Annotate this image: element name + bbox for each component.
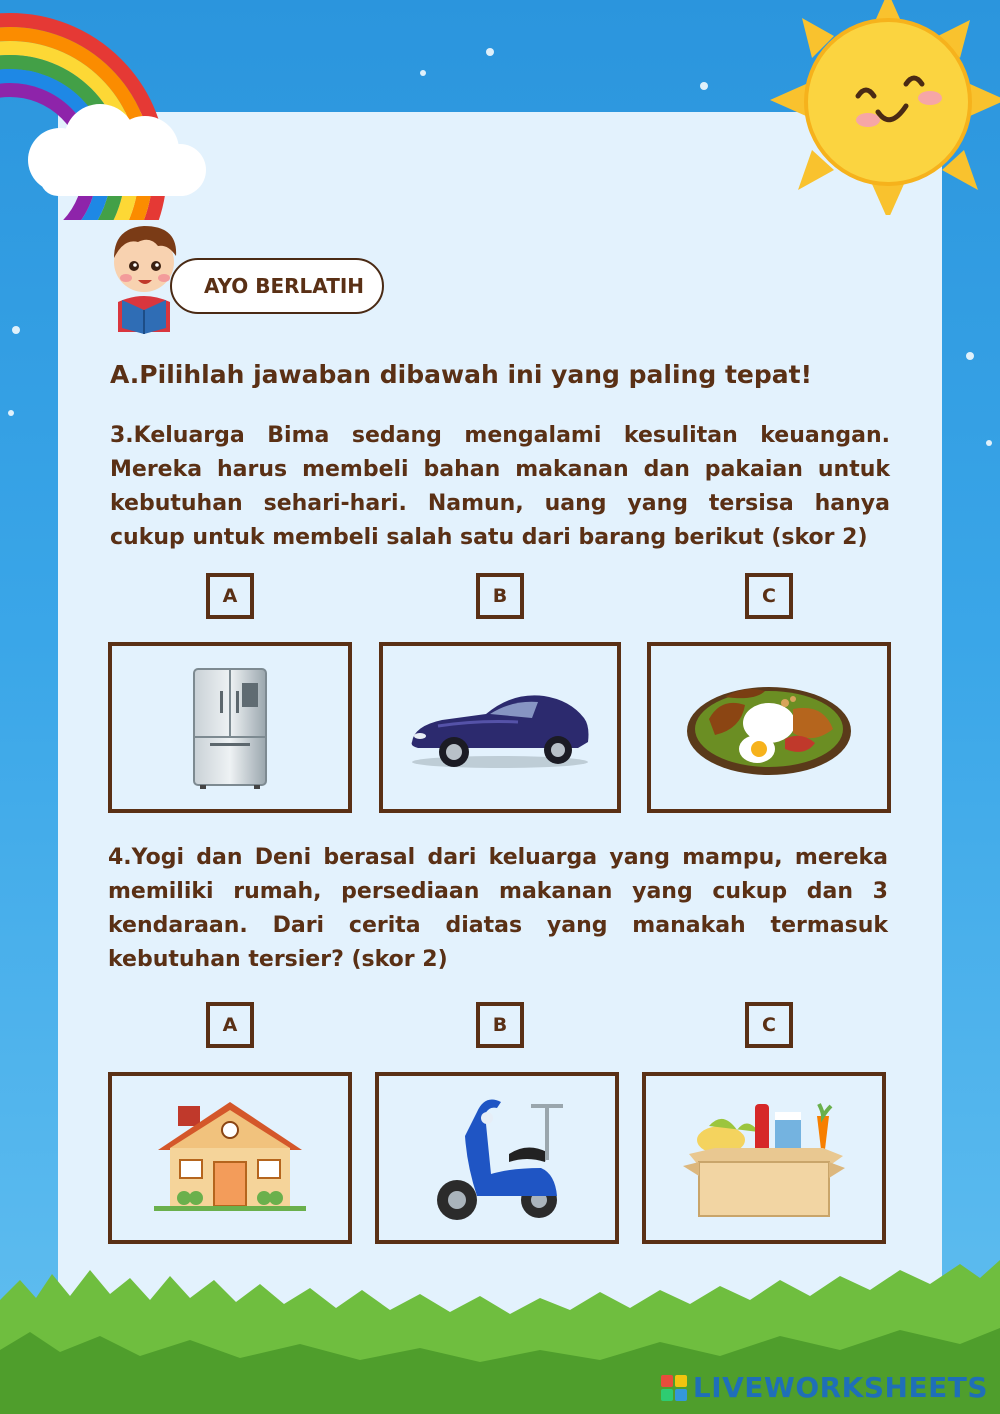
- option-b-label: B: [476, 1002, 524, 1048]
- option-a-card[interactable]: [108, 642, 352, 813]
- option-a-card[interactable]: [108, 1072, 352, 1244]
- scooter-icon: [427, 1092, 567, 1224]
- option-a-label: A: [206, 1002, 254, 1048]
- star-dot: [700, 82, 708, 90]
- sun-icon: [770, 0, 1000, 215]
- option-b-card[interactable]: [379, 642, 621, 813]
- badge-label: AYO BERLATIH: [203, 274, 365, 298]
- brand-logo[interactable]: [661, 1371, 988, 1404]
- option-c-label: C: [745, 1002, 793, 1048]
- section-heading: A.Pilihlah jawaban dibawah ini yang paling tepat!: [110, 360, 812, 389]
- sports-car-icon: [408, 686, 592, 770]
- option-c-card[interactable]: [642, 1072, 886, 1244]
- rice-plate-icon: [685, 679, 853, 777]
- option-a-label: A: [206, 573, 254, 619]
- brand-name: LIVEWORKSHEETS: [692, 1371, 988, 1404]
- option-b-card[interactable]: [375, 1072, 619, 1244]
- option-c-card[interactable]: [647, 642, 891, 813]
- brand-blocks-icon: [661, 1375, 687, 1401]
- rainbow-icon: [0, 0, 230, 220]
- star-dot: [486, 48, 494, 56]
- star-dot: [986, 440, 992, 446]
- star-dot: [420, 70, 426, 76]
- option-c-label: C: [745, 573, 793, 619]
- star-dot: [8, 410, 14, 416]
- star-dot: [12, 326, 20, 334]
- grocery-box-icon: [679, 1096, 849, 1220]
- section-badge: [170, 258, 384, 314]
- question-4-text: 4.Yogi dan Deni berasal dari keluarga yang mampu, mereka memiliki rumah, persediaan makanan yang cukup dan 3 kendaraan. Dari cerita diatas yang manakah termasuk kebutuhan tersier? (skor 2): [108, 845, 888, 972]
- option-b-label: B: [476, 573, 524, 619]
- refrigerator-icon: [190, 667, 270, 789]
- boy-reading-icon: [104, 222, 190, 334]
- house-icon: [152, 1098, 308, 1218]
- question-3-text: 3.Keluarga Bima sedang mengalami kesulitan keuangan. Mereka harus membeli bahan makanan dan pakaian untuk kebutuhan sehari-hari. Namun, uang yang tersisa hanya cukup untuk membeli salah satu dari barang berikut (skor 2): [110, 423, 890, 550]
- star-dot: [966, 352, 974, 360]
